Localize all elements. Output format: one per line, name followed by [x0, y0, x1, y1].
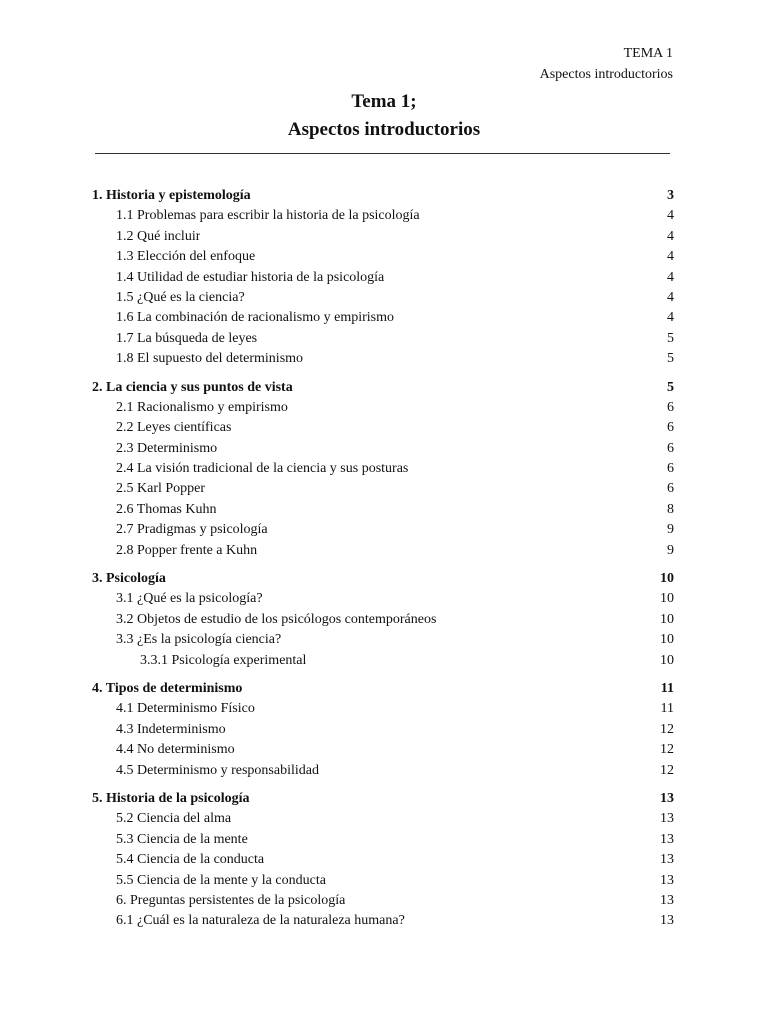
toc-entry-subsection[interactable] — [92, 911, 674, 931]
toc-entry-subsection[interactable] — [92, 699, 674, 719]
toc-entry-page-number: 8 — [667, 501, 674, 517]
toc-entry-page-number: 5 — [667, 379, 674, 395]
toc-entry-subsection[interactable] — [92, 500, 674, 520]
page-title — [0, 88, 768, 144]
toc-entry-page-number: 11 — [660, 701, 674, 717]
toc-entry-subsection[interactable] — [92, 329, 674, 349]
running-header — [540, 43, 673, 85]
toc-entry-label: 1. Historia y epistemología — [92, 188, 251, 203]
toc-entry-label: 1.4 Utilidad de estudiar historia de la psicología — [116, 269, 385, 285]
toc-entry-page-number: 9 — [667, 542, 674, 558]
page-title-line2: Aspectos introductorios — [287, 119, 481, 140]
toc-entry-label: 2. La ciencia y sus puntos de vista — [92, 379, 293, 395]
toc-entry-page-number: 10 — [660, 571, 674, 587]
toc-entry-page-number: 13 — [660, 913, 674, 929]
toc-entry-label: 5.5 Ciencia de la mente y la conducta — [116, 872, 326, 888]
toc-entry-label: 1.6 La combinación de racionalismo y empirismo — [116, 310, 394, 326]
toc-entry-subsection[interactable] — [92, 809, 674, 829]
toc-entry-subsection[interactable] — [92, 541, 674, 561]
table-of-contents — [92, 186, 674, 940]
toc-entry-label: 4.3 Indeterminismo — [116, 721, 226, 737]
toc-section — [92, 378, 674, 562]
toc-entry-chapter[interactable] — [92, 569, 674, 589]
toc-entry-label: 5.2 Ciencia del alma — [116, 811, 232, 827]
toc-entry-page-number: 13 — [660, 811, 674, 827]
toc-entry-chapter[interactable] — [92, 679, 674, 699]
toc-entry-subsection[interactable] — [92, 268, 674, 288]
toc-entry-label: 5.3 Ciencia de la mente — [116, 831, 248, 847]
toc-entry-label: 1.3 Elección del enfoque — [116, 249, 256, 265]
toc-entry-page-number: 13 — [660, 831, 674, 847]
toc-entry-subsection[interactable] — [92, 740, 674, 760]
toc-entry-subsection[interactable] — [92, 439, 674, 459]
toc-entry-page-number: 4 — [667, 289, 674, 305]
toc-entry-subsection[interactable] — [92, 349, 674, 369]
running-header-subtitle: Aspectos introductorios — [539, 67, 673, 82]
toc-entry-page-number: 6 — [667, 399, 674, 415]
toc-entry-label: 2.4 La visión tradicional de la ciencia y sus posturas — [116, 461, 409, 477]
toc-entry-page-number: 12 — [660, 742, 674, 758]
toc-entry-subsection[interactable] — [92, 850, 674, 870]
toc-entry-page-number: 11 — [660, 680, 674, 696]
toc-entry-page-number: 13 — [660, 892, 674, 908]
toc-entry-label: 2.5 Karl Popper — [116, 481, 206, 497]
toc-entry-page-number: 9 — [667, 522, 674, 538]
toc-entry-subsection[interactable] — [92, 459, 674, 479]
toc-entry-label: 1.2 Qué incluir — [116, 228, 201, 244]
toc-entry-label: 5. Historia de la psicología — [92, 790, 250, 806]
toc-entry-label: 2.2 Leyes científicas — [116, 420, 232, 436]
toc-entry-label: 2.8 Popper frente a Kuhn — [116, 542, 258, 558]
toc-entry-page-number: 13 — [660, 872, 674, 888]
toc-entry-page-number: 4 — [667, 249, 674, 265]
running-header-chapter: TEMA 1 — [623, 46, 673, 61]
toc-entry-page-number: 10 — [660, 632, 674, 648]
toc-entry-page-number: 6 — [667, 481, 674, 497]
toc-entry-label: 2.3 Determinismo — [116, 440, 218, 456]
toc-entry-page-number: 13 — [660, 790, 674, 806]
toc-entry-page-number: 6 — [667, 461, 674, 477]
toc-section — [92, 679, 674, 781]
toc-entry-subsection[interactable] — [92, 630, 674, 650]
toc-entry-subsection[interactable] — [92, 288, 674, 308]
toc-entry-label: 3.3 ¿Es la psicología ciencia? — [116, 632, 282, 648]
title-divider — [95, 153, 670, 154]
toc-section — [92, 569, 674, 671]
toc-entry-chapter[interactable] — [92, 186, 674, 206]
toc-entry-subsection[interactable] — [92, 418, 674, 438]
toc-entry-subsection[interactable] — [92, 479, 674, 499]
toc-entry-label: 4.4 No determinismo — [116, 742, 235, 758]
toc-entry-label: 3.2 Objetos de estudio de los psicólogos contemporáneos — [116, 611, 437, 627]
toc-entry-page-number: 5 — [667, 330, 674, 346]
toc-entry-subsection[interactable] — [92, 398, 674, 418]
toc-entry-label: 3.1 ¿Qué es la psicología? — [116, 591, 263, 607]
toc-section — [92, 186, 674, 370]
toc-entry-chapter[interactable] — [92, 789, 674, 809]
toc-entry-label: 4. Tipos de determinismo — [92, 680, 243, 696]
toc-entry-page-number: 6 — [667, 420, 674, 436]
toc-entry-subsection[interactable] — [92, 891, 674, 911]
toc-entry-label: 3.3.1 Psicología experimental — [140, 652, 307, 668]
toc-section — [92, 789, 674, 932]
toc-entry-subsection[interactable] — [92, 227, 674, 247]
toc-entry-label: 6. Preguntas persistentes de la psicología — [116, 892, 346, 908]
toc-entry-subsection[interactable] — [92, 308, 674, 328]
toc-entry-subsection[interactable] — [92, 720, 674, 740]
toc-entry-label: 4.5 Determinismo y responsabilidad — [116, 762, 319, 778]
toc-entry-label: 1.1 Problemas para escribir la historia de la psicología — [116, 208, 420, 224]
toc-entry-chapter[interactable] — [92, 378, 674, 398]
toc-entry-label: 3. Psicología — [92, 571, 166, 587]
toc-entry-page-number: 4 — [667, 228, 674, 244]
toc-entry-subsection[interactable] — [92, 520, 674, 540]
toc-entry-label: 1.8 El supuesto del determinismo — [116, 351, 304, 367]
toc-entry-page-number: 12 — [660, 721, 674, 737]
toc-entry-label: 4.1 Determinismo Físico — [116, 701, 255, 717]
toc-entry-page-number: 13 — [660, 852, 674, 868]
toc-entry-label: 2.6 Thomas Kuhn — [116, 501, 217, 517]
toc-entry-page-number: 3 — [667, 188, 674, 203]
toc-entry-page-number: 6 — [667, 440, 674, 456]
toc-entry-label: 2.7 Pradigmas y psicología — [116, 522, 268, 538]
toc-entry-page-number: 12 — [660, 762, 674, 778]
toc-entry-subsection[interactable] — [92, 830, 674, 850]
toc-entry-page-number: 10 — [660, 591, 674, 607]
toc-entry-subsection[interactable] — [92, 206, 674, 226]
toc-entry-label: 5.4 Ciencia de la conducta — [116, 852, 265, 868]
toc-entry-page-number: 10 — [660, 652, 674, 668]
toc-entry-page-number: 5 — [667, 351, 674, 367]
toc-entry-page-number: 4 — [667, 310, 674, 326]
page-title-line1: Tema 1; — [351, 91, 417, 112]
toc-entry-subsubsection[interactable] — [92, 651, 674, 671]
toc-entry-label: 1.5 ¿Qué es la ciencia? — [116, 289, 245, 305]
toc-entry-subsection[interactable] — [92, 761, 674, 781]
toc-entry-subsection[interactable] — [92, 247, 674, 267]
toc-entry-label: 6.1 ¿Cuál es la naturaleza de la naturaleza humana? — [116, 913, 405, 929]
toc-entry-page-number: 4 — [667, 208, 674, 224]
toc-entry-label: 2.1 Racionalismo y empirismo — [116, 399, 288, 415]
toc-entry-subsection[interactable] — [92, 610, 674, 630]
toc-entry-label: 1.7 La búsqueda de leyes — [116, 330, 258, 346]
toc-entry-page-number: 4 — [667, 269, 674, 285]
toc-entry-subsection[interactable] — [92, 871, 674, 891]
toc-entry-subsection[interactable] — [92, 589, 674, 609]
toc-entry-page-number: 10 — [660, 611, 674, 627]
